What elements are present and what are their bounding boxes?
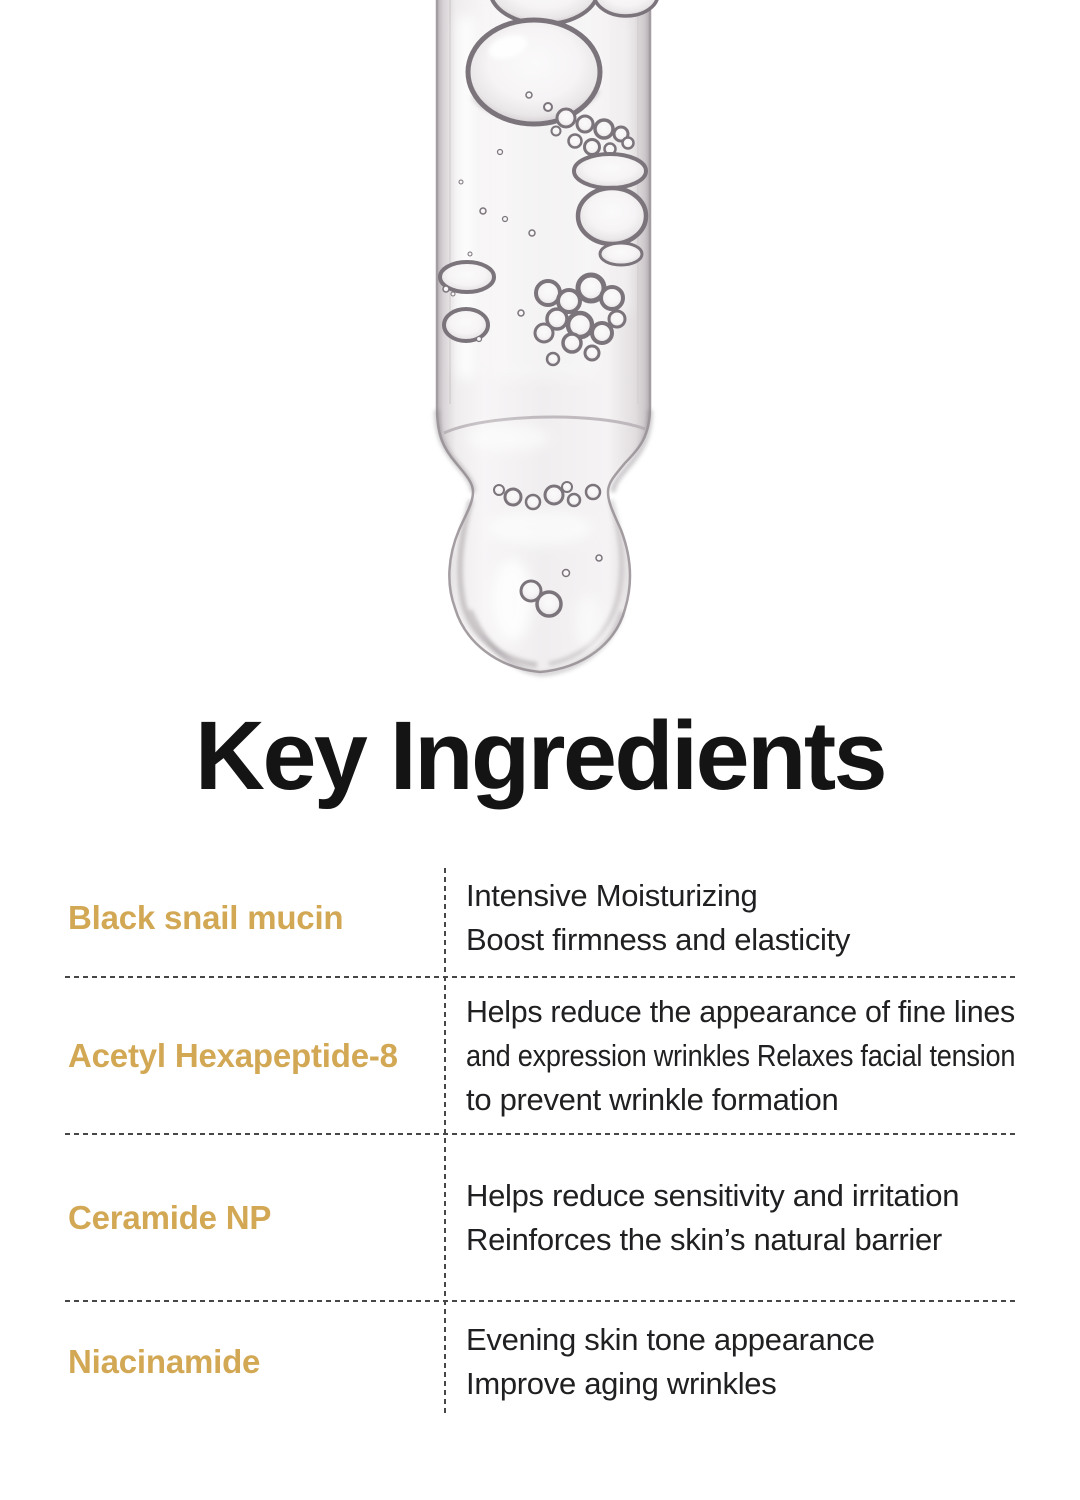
ingredient-row-acetyl-hexapeptide-8 <box>65 978 1015 1133</box>
column-divider <box>444 868 446 1417</box>
ingredient-name: Black snail mucin <box>68 899 344 936</box>
benefit-line: Helps reduce the appearance of fine lines <box>466 993 1015 1029</box>
ingredient-name: Acetyl Hexapeptide-8 <box>68 1036 398 1074</box>
benefit-line: Reinforces the skin’s natural barrier <box>466 1221 942 1257</box>
ingredient-benefits <box>466 1135 1015 1300</box>
benefit-line: Helps reduce sensitivity and irritation <box>466 1177 960 1213</box>
benefit-line: and expression wrinkles Relaxes facial tension <box>466 1037 1016 1073</box>
ingredient-row-niacinamide <box>65 1302 1015 1422</box>
ingredient-benefits <box>466 978 1015 1133</box>
ingredient-row-black-snail-mucin <box>65 860 1015 976</box>
ingredient-name: Ceramide NP <box>68 1198 272 1236</box>
ingredient-name: Niacinamide <box>68 1343 261 1380</box>
benefit-line: Improve aging wrinkles <box>466 1366 777 1401</box>
benefit-line: to prevent wrinkle formation <box>466 1081 839 1117</box>
serum-dropper-photo <box>0 0 1080 700</box>
ingredient-benefits <box>466 860 1015 976</box>
serum-dropper-illustration <box>0 0 1080 700</box>
ingredient-name-cell <box>65 1135 444 1300</box>
benefit-line: Evening skin tone appearance <box>466 1322 875 1357</box>
ingredient-benefits <box>466 1302 1015 1422</box>
ingredient-name-cell <box>65 860 444 976</box>
ingredient-row-ceramide-np <box>65 1135 1015 1300</box>
ingredients-table <box>65 860 1015 1422</box>
ingredient-name-cell <box>65 978 444 1133</box>
benefit-line: Intensive Moisturizing <box>466 878 758 913</box>
benefit-line: Boost firmness and elasticity <box>466 922 851 957</box>
page-title: Key Ingredients <box>194 701 886 810</box>
ingredient-name-cell <box>65 1302 444 1422</box>
title-box <box>190 700 890 812</box>
